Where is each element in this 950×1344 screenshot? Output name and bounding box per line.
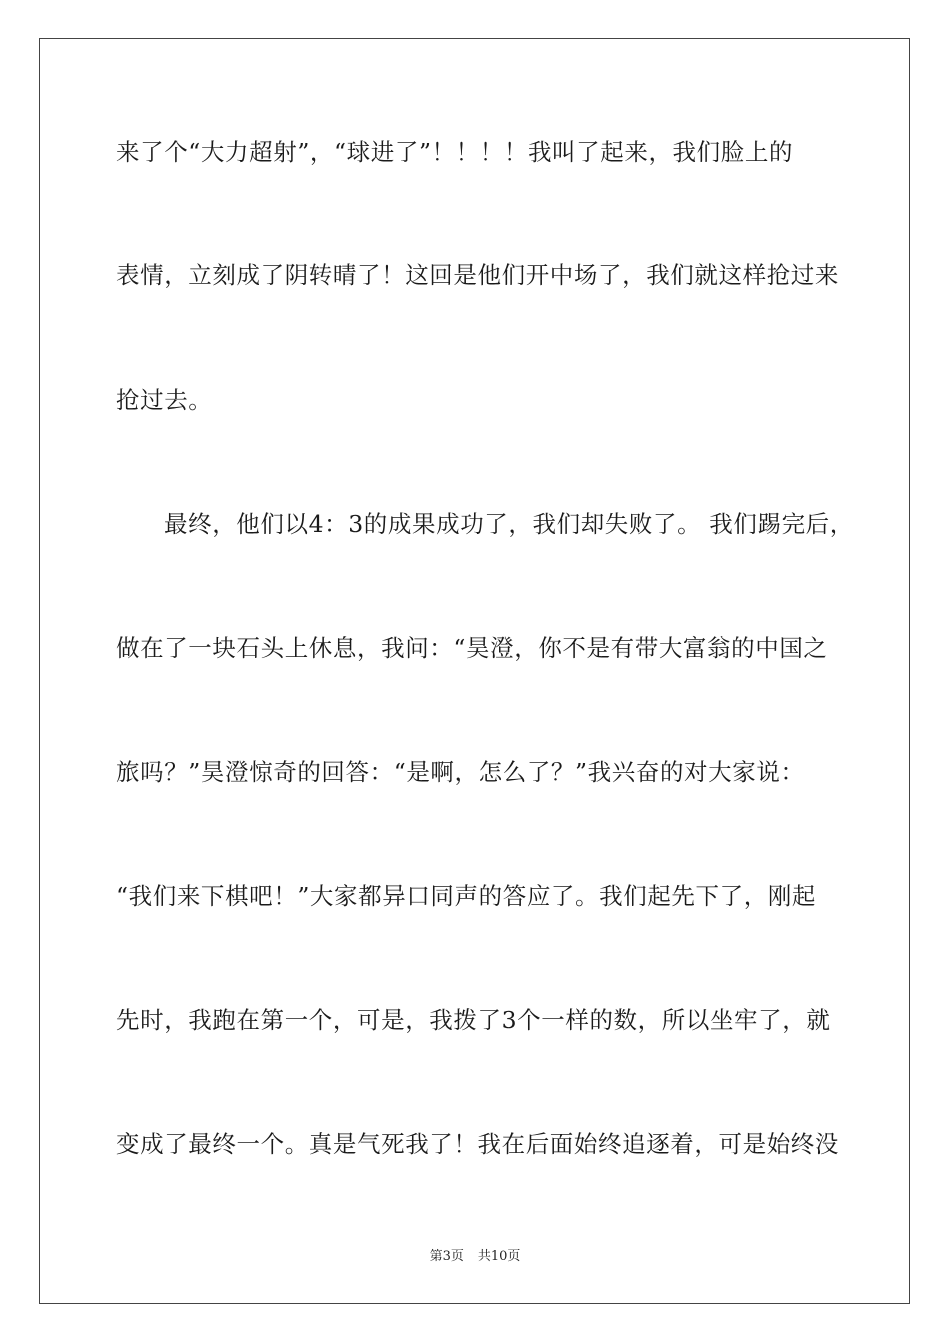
- page-number: 第3页: [429, 1249, 464, 1264]
- text-line-9: 变成了最终一个。真是气死我了！我在后面始终追逐着，可是始终没: [116, 1130, 839, 1158]
- text-line-8: 先时，我跑在第一个，可是，我拨了3个一样的数，所以坐牢了，就: [116, 1006, 831, 1034]
- text-line-6: 旅吗？”昊澄惊奇的回答：“是啊，怎么了？”我兴奋的对大家说：: [116, 758, 805, 786]
- text-line-4: 最终，他们以4：3的成果成功了，我们却失败了。 我们踢完后，: [164, 510, 854, 538]
- text-line-5: 做在了一块石头上休息，我问：“昊澄，你不是有带大富翁的中国之: [116, 634, 828, 662]
- text-line-7: “我们来下棋吧！”大家都异口同声的答应了。我们起先下了，刚起: [116, 882, 817, 910]
- page-footer: [0, 1245, 950, 1264]
- text-line-3: 抢过去。: [116, 386, 213, 414]
- page-frame: [39, 38, 910, 1304]
- text-line-2: 表情，立刻成了阴转晴了！这回是他们开中场了，我们就这样抢过来: [116, 261, 839, 289]
- page-total: 共10页: [477, 1249, 521, 1264]
- text-line-1: 来了个“大力超射”，“球进了”！！！！我叫了起来，我们脸上的: [116, 138, 794, 166]
